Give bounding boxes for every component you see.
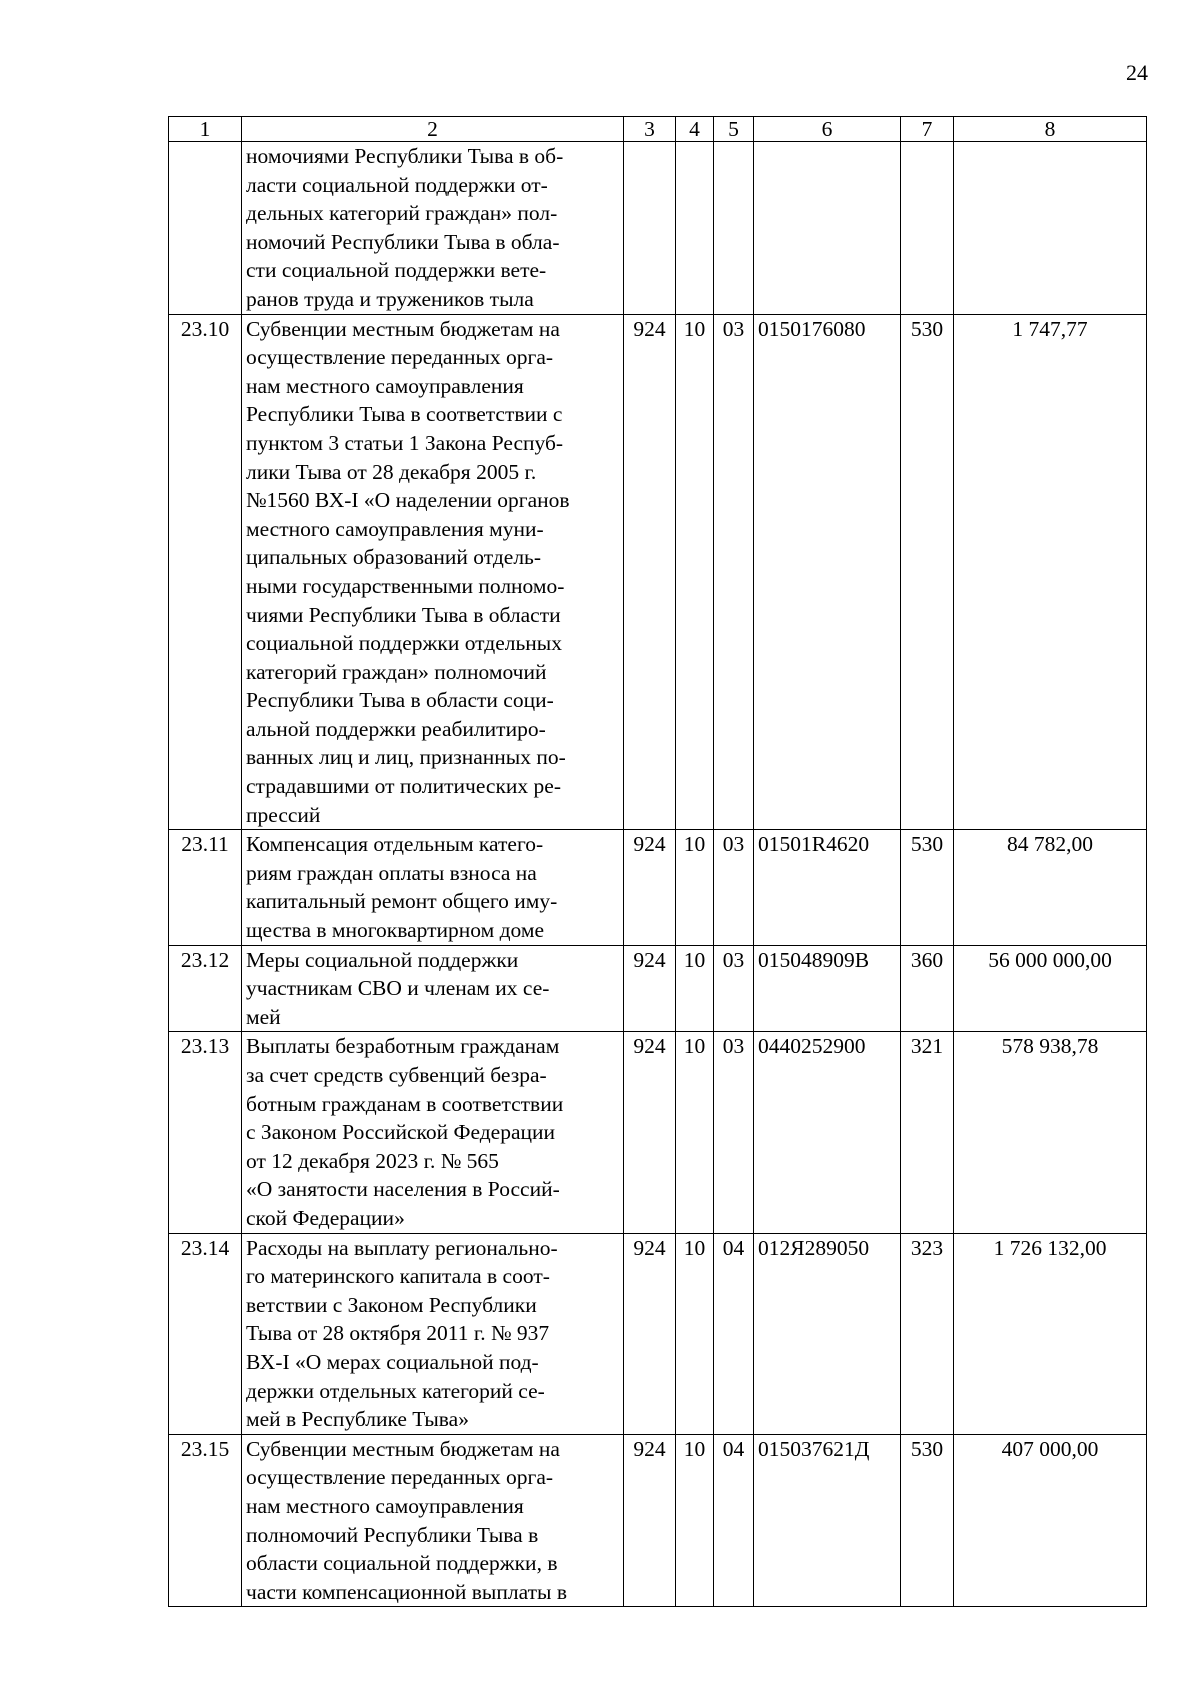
description-line: нам местного самоуправления (246, 1493, 524, 1518)
description-line: «О занятости населения в Россий- (246, 1177, 560, 1202)
description-line: №1560 ВХ-I «О наделении органов (246, 488, 570, 513)
table-row (169, 945, 1147, 1032)
description-line: щества в многоквартирном доме (246, 918, 545, 943)
header-row (169, 117, 1147, 142)
description-line: дельных категорий граждан» пол- (246, 201, 558, 226)
description-line: ласти социальной поддержки от- (246, 172, 548, 197)
row-number (169, 142, 242, 315)
description-line: категорий граждан» полномочий (246, 659, 547, 684)
section-code (676, 142, 714, 315)
row-description (242, 830, 624, 945)
subsection-code: 03 (714, 830, 754, 945)
description-line: Республики Тыва в соответствии с (246, 402, 563, 427)
subsection-code: 04 (714, 1434, 754, 1607)
description-line: сти социальной поддержки вете- (246, 258, 547, 283)
target-article-code: 015048909В (754, 945, 901, 1032)
table-row (169, 1032, 1147, 1233)
table-row (169, 1434, 1147, 1607)
admin-code: 924 (624, 1434, 676, 1607)
amount: 56 000 000,00 (954, 945, 1147, 1032)
section-code: 10 (676, 1032, 714, 1233)
admin-code: 924 (624, 1233, 676, 1434)
amount: 84 782,00 (954, 830, 1147, 945)
description-line: го материнского капитала в соот- (246, 1264, 550, 1289)
description-line: с Законом Российской Федерации (246, 1120, 556, 1145)
description-line: Субвенции местным бюджетам на (246, 316, 560, 341)
target-article-code: 0440252900 (754, 1032, 901, 1233)
description-line: альной поддержки реабилитиро- (246, 716, 546, 741)
description-line: нам местного самоуправления (246, 373, 524, 398)
target-article-code (754, 142, 901, 315)
row-description (242, 142, 624, 315)
row-number: 23.14 (169, 1233, 242, 1434)
amount: 578 938,78 (954, 1032, 1147, 1233)
description-line: номочиями Республики Тыва в об- (246, 144, 564, 168)
expense-type-code: 530 (901, 830, 954, 945)
subsection-code (714, 142, 754, 315)
section-code: 10 (676, 945, 714, 1032)
row-number: 23.10 (169, 314, 242, 830)
description-line: ципальных образований отдель- (246, 545, 542, 570)
subsection-code: 04 (714, 1233, 754, 1434)
expense-type-code (901, 142, 954, 315)
column-header: 4 (676, 117, 714, 142)
description-line: Субвенции местным бюджетам на (246, 1436, 560, 1461)
amount: 407 000,00 (954, 1434, 1147, 1607)
amount: 1 726 132,00 (954, 1233, 1147, 1434)
description-line: ботным гражданам в соответствии (246, 1091, 564, 1116)
row-number: 23.11 (169, 830, 242, 945)
description-line: социальной поддержки отдельных (246, 631, 562, 656)
description-line: лики Тыва от 28 декабря 2005 г. (246, 459, 537, 484)
description-line: полномочий Республики Тыва в (246, 1522, 539, 1547)
row-description (242, 1434, 624, 1607)
description-line: Расходы на выплату регионально- (246, 1235, 558, 1260)
description-line: риям граждан оплаты взноса на (246, 860, 537, 885)
row-description (242, 314, 624, 830)
table-row (169, 830, 1147, 945)
description-line: держки отдельных категорий се- (246, 1378, 545, 1403)
description-line: местного самоуправления муни- (246, 516, 544, 541)
row-description (242, 945, 624, 1032)
target-article-code: 015037621Д (754, 1434, 901, 1607)
row-number: 23.12 (169, 945, 242, 1032)
target-article-code: 01501R4620 (754, 830, 901, 945)
table-row (169, 1233, 1147, 1434)
description-line: прессий (246, 802, 321, 827)
expense-type-code: 323 (901, 1233, 954, 1434)
admin-code: 924 (624, 945, 676, 1032)
column-header: 2 (242, 117, 624, 142)
description-line: мей в Республике Тыва» (246, 1407, 469, 1432)
description-line: номочий Республики Тыва в обла- (246, 229, 560, 254)
description-line: ными государственными полномо- (246, 573, 565, 598)
description-line: капитальный ремонт общего иму- (246, 889, 558, 914)
target-article-code: 0150176080 (754, 314, 901, 830)
description-line: Компенсация отдельным катего- (246, 832, 544, 857)
section-code: 10 (676, 1434, 714, 1607)
description-line: области социальной поддержки, в (246, 1551, 558, 1576)
description-line: чиями Республики Тыва в области (246, 602, 561, 627)
table-row (169, 142, 1147, 315)
description-line: Меры социальной поддержки (246, 947, 519, 972)
description-line: от 12 декабря 2023 г. № 565 (246, 1148, 499, 1173)
column-header: 8 (954, 117, 1147, 142)
page-number: 24 (1126, 60, 1148, 85)
description-line: Тыва от 28 октября 2011 г. № 937 (246, 1321, 550, 1346)
row-number: 23.13 (169, 1032, 242, 1233)
description-line: Республики Тыва в области соци- (246, 688, 554, 713)
column-header: 6 (754, 117, 901, 142)
expense-type-code: 530 (901, 314, 954, 830)
description-line: мей (246, 1004, 281, 1029)
admin-code: 924 (624, 1032, 676, 1233)
subsection-code: 03 (714, 945, 754, 1032)
column-header: 3 (624, 117, 676, 142)
table-body (169, 142, 1147, 1607)
description-line: ветствии с Законом Республики (246, 1292, 537, 1317)
column-header: 7 (901, 117, 954, 142)
description-line: Выплаты безработным гражданам (246, 1034, 560, 1059)
expense-type-code: 321 (901, 1032, 954, 1233)
expense-type-code: 360 (901, 945, 954, 1032)
description-line: части компенсационной выплаты в (246, 1579, 567, 1604)
description-line: страдавшими от политических ре- (246, 774, 561, 799)
column-header: 1 (169, 117, 242, 142)
description-line: ванных лиц и лиц, признанных по- (246, 745, 566, 770)
section-code: 10 (676, 314, 714, 830)
admin-code: 924 (624, 314, 676, 830)
subsection-code: 03 (714, 314, 754, 830)
section-code: 10 (676, 830, 714, 945)
column-header: 5 (714, 117, 754, 142)
budget-table (168, 116, 1147, 1607)
row-number: 23.15 (169, 1434, 242, 1607)
amount: 1 747,77 (954, 314, 1147, 830)
description-line: участникам СВО и членам их се- (246, 976, 550, 1001)
table-row (169, 314, 1147, 830)
row-description (242, 1233, 624, 1434)
description-line: осуществление переданных орга- (246, 345, 554, 370)
description-line: ранов труда и тружеников тыла (246, 286, 534, 311)
row-description (242, 1032, 624, 1233)
admin-code (624, 142, 676, 315)
expense-type-code: 530 (901, 1434, 954, 1607)
description-line: пунктом 3 статьи 1 Закона Респуб- (246, 430, 564, 455)
description-line: ской Федерации» (246, 1205, 405, 1230)
description-line: ВХ-I «О мерах социальной под- (246, 1349, 539, 1374)
amount (954, 142, 1147, 315)
section-code: 10 (676, 1233, 714, 1434)
target-article-code: 012Я289050 (754, 1233, 901, 1434)
description-line: осуществление переданных орга- (246, 1465, 554, 1490)
admin-code: 924 (624, 830, 676, 945)
subsection-code: 03 (714, 1032, 754, 1233)
description-line: за счет средств субвенций безра- (246, 1063, 547, 1087)
